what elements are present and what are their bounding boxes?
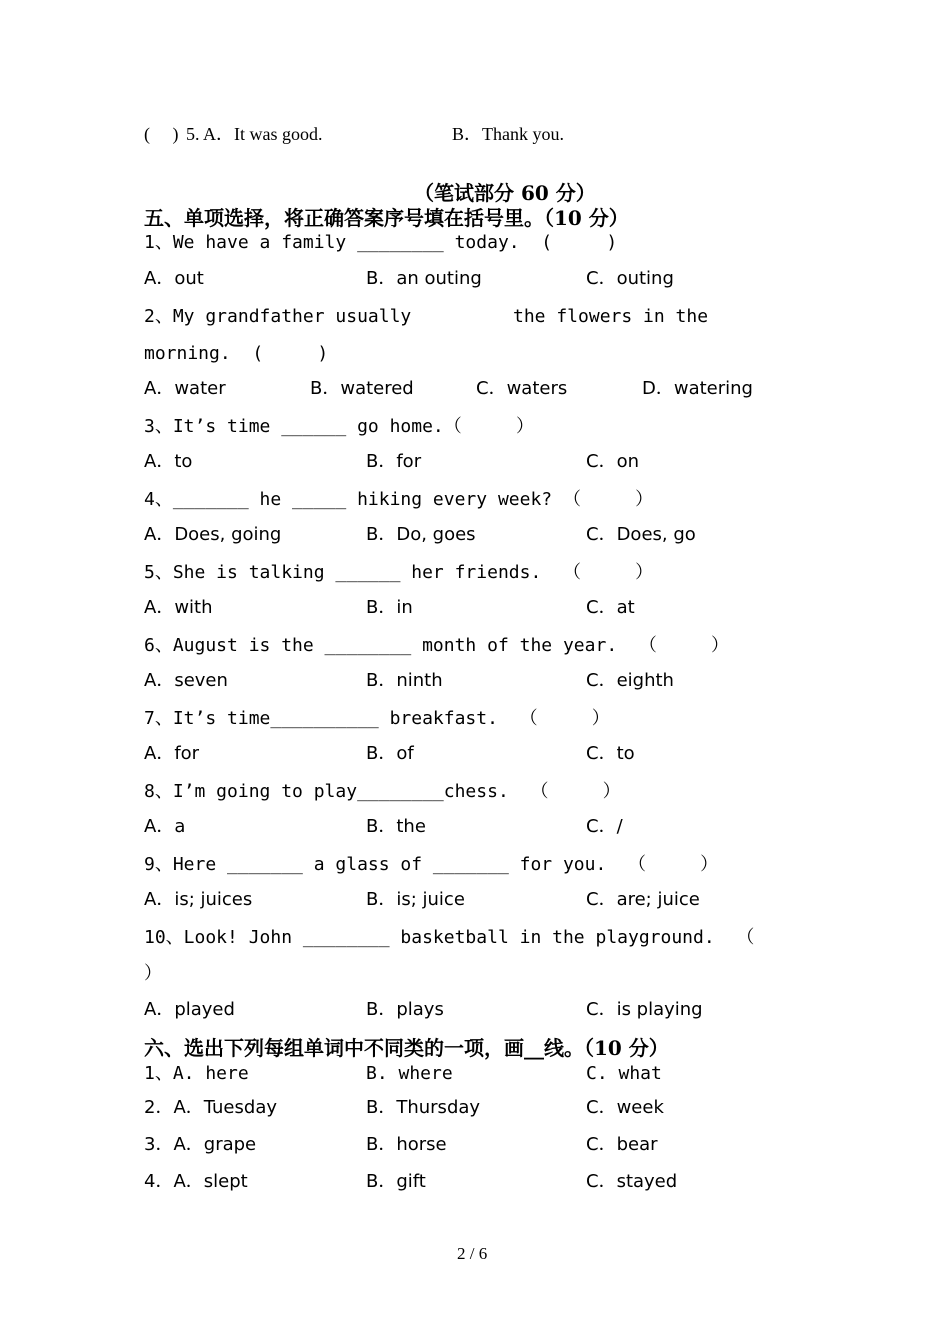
q7-option-c: C．to xyxy=(586,743,635,764)
q4-option-b: B．Do, goes xyxy=(366,524,476,545)
q2-stem-part2: the flowers in the xyxy=(513,306,709,327)
s6-q3-option-b: B．horse xyxy=(366,1134,447,1155)
q9-stem: 9、Here _______ a glass of _______ for you. （ ） xyxy=(144,854,719,875)
q7-stem: 7、It’s time__________ breakfast. （ ） xyxy=(144,708,610,729)
q10-stem-line2: ） xyxy=(144,963,162,984)
s6-q3-option-a: 3．A．grape xyxy=(144,1134,257,1155)
answer-paren[interactable]: ( ) xyxy=(144,124,179,144)
q2-stem-line2: morning. ( ) xyxy=(144,343,329,364)
s6-q3-option-c: C．bear xyxy=(586,1134,658,1155)
q4-option-a: A．Does, going xyxy=(144,524,282,545)
q4-stem: 4、_______ he _____ hiking every week? （ ） xyxy=(144,489,654,510)
q6-stem: 6、August is the ________ month of the year. （ ） xyxy=(144,635,730,656)
q2-option-b: B．watered xyxy=(310,378,414,399)
q9-option-c: C．are; juice xyxy=(586,889,700,910)
q2-option-d: D．watering xyxy=(642,378,753,399)
q10-option-c: C．is playing xyxy=(586,999,703,1020)
q1-option-c: C．outing xyxy=(586,268,674,289)
q8-stem: 8、I’m going to play________chess. （ ） xyxy=(144,781,621,802)
q3-option-c: C．on xyxy=(586,451,639,472)
section5-heading: 五、单项选择，将正确答案序号填在括号里。（10 分） xyxy=(144,206,629,230)
q2-option-c: C．waters xyxy=(476,378,568,399)
q5-option-a: 5. A．It was good. xyxy=(186,124,323,144)
q5-stem: 5、She is talking ______ her friends. （ ） xyxy=(144,562,654,583)
s6-q1-option-b: B. where xyxy=(366,1063,453,1084)
q1-option-b: B．an outing xyxy=(366,268,482,289)
q9-option-a: A．is; juices xyxy=(144,889,253,910)
section6-heading: 六、选出下列每组单词中不同类的一项，画__线。（10 分） xyxy=(144,1036,669,1060)
s6-q4-option-c: C．stayed xyxy=(586,1171,678,1192)
s6-q1-option-a: 1、A. here xyxy=(144,1063,249,1084)
s6-q2-option-c: C．week xyxy=(586,1097,664,1118)
s6-q4-option-a: 4．A．slept xyxy=(144,1171,248,1192)
q9-option-b: B．is; juice xyxy=(366,889,465,910)
listening-q5-line xyxy=(0,0,950,144)
q3-stem: 3、It’s time ______ go home.（ ） xyxy=(144,416,534,437)
q7-option-a: A．for xyxy=(144,743,200,764)
q8-option-a: A．a xyxy=(144,816,186,837)
page-number: 2 / 6 xyxy=(457,1244,488,1263)
q5-option-a: A．with xyxy=(144,597,213,618)
q5-option-b: B．Thank you. xyxy=(452,124,564,144)
s6-q2-option-b: B．Thursday xyxy=(366,1097,481,1118)
q10-stem-line1: 10、Look! John ________ basketball in the playground. （ xyxy=(144,927,755,948)
q6-option-c: C．eighth xyxy=(586,670,674,691)
s6-q1-option-c: C. what xyxy=(586,1063,662,1084)
q3-option-b: B．for xyxy=(366,451,422,472)
q4-option-c: C．Does, go xyxy=(586,524,696,545)
q3-option-a: A．to xyxy=(144,451,193,472)
written-part-title: （笔试部分 60 分） xyxy=(414,181,596,205)
q6-option-a: A．seven xyxy=(144,670,228,691)
q5-option-b: B．in xyxy=(366,597,413,618)
q1-option-a: A．out xyxy=(144,268,204,289)
s6-q2-option-a: 2．A．Tuesday xyxy=(144,1097,277,1118)
q2-stem-part1: 2、My grandfather usually xyxy=(144,306,412,327)
q8-option-b: B．the xyxy=(366,816,426,837)
q10-option-a: A．played xyxy=(144,999,235,1020)
q8-option-c: C．/ xyxy=(586,816,623,837)
q6-option-b: B．ninth xyxy=(366,670,443,691)
q5-option-c: C．at xyxy=(586,597,635,618)
q10-option-b: B．plays xyxy=(366,999,444,1020)
q2-option-a: A．water xyxy=(144,378,226,399)
q7-option-b: B．of xyxy=(366,743,414,764)
s6-q4-option-b: B．gift xyxy=(366,1171,426,1192)
q1-stem: 1、We have a family ________ today. ( ) xyxy=(144,232,618,253)
